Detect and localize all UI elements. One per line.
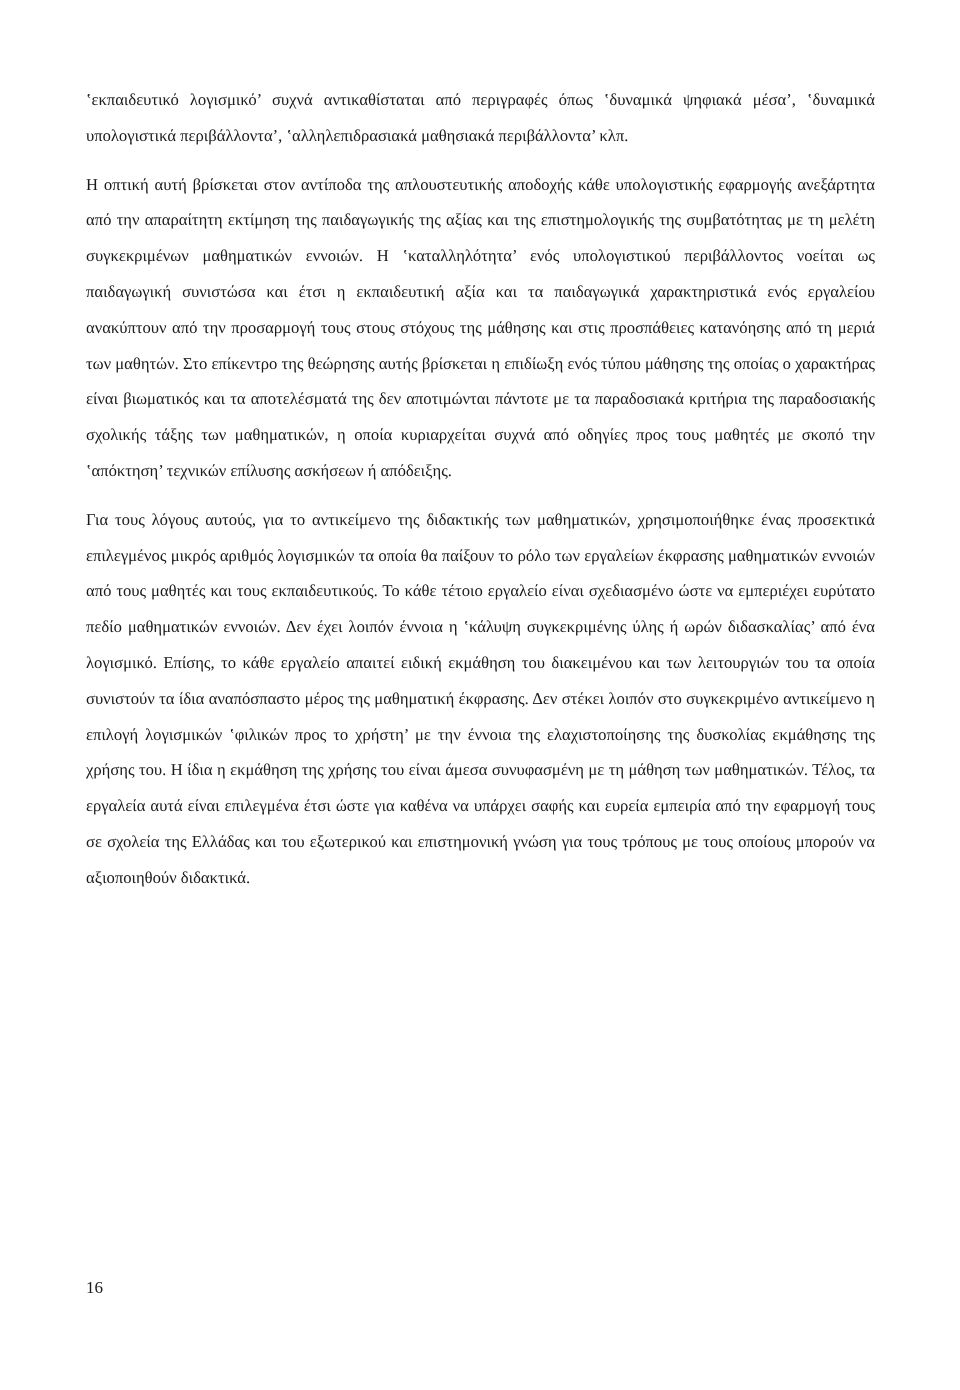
body-text: [86, 82, 875, 896]
paragraph-continuation: ‛εκπαιδευτικό λογισμικό’ συχνά αντικαθίσταται από περιγραφές όπως ‛δυναμικά ψηφιακά μέσα’, ‛δυναμικά υπολογιστικά περιβάλλοντα’, ‛αλληλεπιδρασιακά μαθησιακά περιβάλλοντα’ κλπ.: [86, 90, 875, 145]
paragraph-software-tools: Για τους λόγους αυτούς, για το αντικείμενο της διδακτικής των μαθηματικών, χρησιμοποιήθηκε ένας προσεκτικά επιλεγμένος μικρός αριθμός λογισμικών τα οποία θα παίξουν το ρόλο των εργαλείων έκφρασης μαθηματικών εννοιών από τους μαθητές και τους εκπαιδευτικούς. Το κάθε τέτοιο εργαλείο είναι σχεδιασμένο ώστε να εμπεριέχει ευρύτατο πεδίο μαθηματικών εννοιών. Δεν έχει λοιπόν έννοια η ‛κάλυψη συγκεκριμένης ύλης ή ωρών διδασκαλίας’ από ένα λογισμικό. Επίσης, το κάθε εργαλείο απαιτεί ειδική εκμάθηση του διακειμένου και των λειτουργιών του τα οποία συνιστούν τα ίδια αναπόσπαστο μέρος της μαθηματική έκφρασης. Δεν στέκει λοιπόν στο συγκεκριμένο αντικείμενο η επιλογή λογισμικών ‛φιλικών προς το χρήστη’ με την έννοια της ελαχιστοποίησης της δυσκολίας εκμάθησης της χρήσης του. Η ίδια η εκμάθηση της χρήσης του είναι άμεσα συνυφασμένη με τη μάθηση των μαθηματικών. Τέλος, τα εργαλεία αυτά είναι επιλεγμένα έτσι ώστε για καθένα να υπάρχει σαφής και ευρεία εμπειρία από την εφαρμογή τους σε σχολεία της Ελλάδας και του εξωτερικού και επιστημονική γνώση για τους τρόπους με τους οποίους μπορούν να αξιοποιηθούν διδακτικά.: [86, 509, 875, 887]
paragraph-perspective: Η οπτική αυτή βρίσκεται στον αντίποδα της απλουστευτικής αποδοχής κάθε υπολογιστικής εφαρμογής ανεξάρτητα από την απαραίτητη εκτίμηση της παιδαγωγικής της αξίας και της επιστημολογικής της συμβατότητας με τη μελέτη συγκεκριμένων μαθηματικών εννοιών. Η ‛καταλληλότητα’ ενός υπολογιστικού περιβάλλοντος νοείται ως παιδαγωγική συνιστώσα και έτσι η εκπαιδευτική αξία και τα παιδαγωγικά χαρακτηριστικά ενός εργαλείου ανακύπτουν από την προσαρμογή τους στους στόχους της μάθησης και στις προσπάθειες κατανόησης από τη μεριά των μαθητών. Στο επίκεντρο της θεώρησης αυτής βρίσκεται η επιδίωξη ενός τύπου μάθησης της οποίας ο χαρακτήρας είναι βιωματικός και τα αποτελέσματά της δεν αποτιμώνται πάντοτε με τα παραδοσιακά κριτήρια της παραδοσιακής σχολικής τάξης των μαθηματικών, η οποία κυριαρχείται συχνά από οδηγίες προς τους μαθητές με σκοπό την ‛απόκτηση’ τεχνικών επίλυσης ασκήσεων ή απόδειξης.: [86, 174, 875, 480]
page-number: 16: [86, 1278, 103, 1297]
